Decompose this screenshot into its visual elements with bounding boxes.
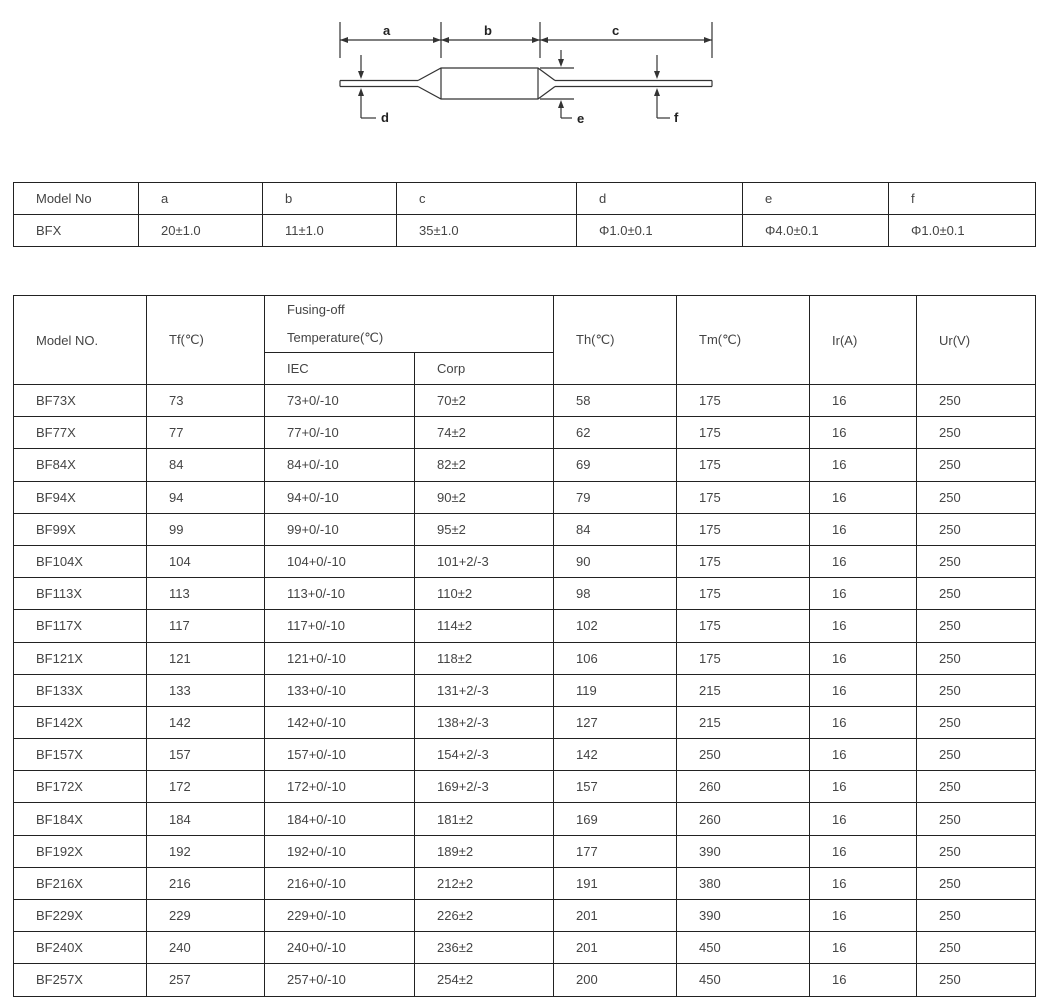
table-cell: Φ1.0±0.1 [577,215,743,247]
th-cell: 84 [554,513,677,545]
tf-cell: 133 [147,674,265,706]
iec-cell: 73+0/-10 [265,385,415,417]
table-row [14,771,1036,803]
model-cell: BF133X [14,674,147,706]
table-row [14,610,1036,642]
spec-header-row [14,296,1036,353]
corp-cell: 101+2/-3 [415,545,554,577]
model-cell: BF94X [14,481,147,513]
table-row [14,674,1036,706]
tf-cell: 94 [147,481,265,513]
header-cell: e [743,183,889,215]
table-row [14,867,1036,899]
table-cell: Φ1.0±0.1 [889,215,1036,247]
tm-cell: 175 [677,417,810,449]
tm-cell: 380 [677,867,810,899]
tf-cell: 216 [147,867,265,899]
corp-cell: 181±2 [415,803,554,835]
model-cell: BF73X [14,385,147,417]
header-model: Model NO. [14,296,147,385]
iec-cell: 184+0/-10 [265,803,415,835]
header-fusing-line1: Fusing-off [287,302,345,317]
table-row [14,578,1036,610]
iec-cell: 117+0/-10 [265,610,415,642]
header-fusing-off [265,296,554,353]
header-cell: c [397,183,577,215]
ur-cell: 250 [917,610,1036,642]
ur-cell: 250 [917,513,1036,545]
tf-cell: 157 [147,739,265,771]
model-cell: BF84X [14,449,147,481]
th-cell: 177 [554,835,677,867]
th-cell: 119 [554,674,677,706]
table-row [14,642,1036,674]
ur-cell: 250 [917,739,1036,771]
ur-cell: 250 [917,545,1036,577]
model-cell: BF142X [14,706,147,738]
ur-cell: 250 [917,706,1036,738]
ir-cell: 16 [810,803,917,835]
ur-cell: 250 [917,932,1036,964]
dim-label-c: c [612,23,620,38]
ir-cell: 16 [810,900,917,932]
tm-cell: 175 [677,642,810,674]
dim-label-a: a [383,23,391,38]
iec-cell: 113+0/-10 [265,578,415,610]
model-cell: BF216X [14,867,147,899]
dim-label-d: d [381,110,389,125]
model-cell: BF240X [14,932,147,964]
th-cell: 191 [554,867,677,899]
table-row [14,545,1036,577]
header-cell: f [889,183,1036,215]
ur-cell: 250 [917,417,1036,449]
iec-cell: 192+0/-10 [265,835,415,867]
ur-cell: 250 [917,835,1036,867]
dimensions-header-row [14,183,1036,215]
table-row [14,932,1036,964]
iec-cell: 216+0/-10 [265,867,415,899]
table-cell: 11±1.0 [263,215,397,247]
corp-cell: 70±2 [415,385,554,417]
tf-cell: 229 [147,900,265,932]
model-cell: BF157X [14,739,147,771]
tm-cell: 390 [677,900,810,932]
tm-cell: 260 [677,771,810,803]
th-cell: 98 [554,578,677,610]
model-cell: BF172X [14,771,147,803]
corp-cell: 90±2 [415,481,554,513]
model-cell: BF257X [14,964,147,996]
tf-cell: 73 [147,385,265,417]
th-cell: 201 [554,932,677,964]
corp-cell: 236±2 [415,932,554,964]
tf-cell: 240 [147,932,265,964]
fuse-dimension-diagram [0,0,1047,140]
table-cell: 35±1.0 [397,215,577,247]
tf-cell: 99 [147,513,265,545]
model-cell: BF117X [14,610,147,642]
iec-cell: 157+0/-10 [265,739,415,771]
iec-cell: 142+0/-10 [265,706,415,738]
iec-cell: 172+0/-10 [265,771,415,803]
iec-cell: 229+0/-10 [265,900,415,932]
iec-cell: 240+0/-10 [265,932,415,964]
corp-cell: 254±2 [415,964,554,996]
ur-cell: 250 [917,674,1036,706]
corp-cell: 169+2/-3 [415,771,554,803]
ir-cell: 16 [810,706,917,738]
header-ir: Ir(A) [810,296,917,385]
model-cell: BF229X [14,900,147,932]
tm-cell: 390 [677,835,810,867]
tf-cell: 104 [147,545,265,577]
th-cell: 142 [554,739,677,771]
dim-label-b: b [484,23,492,38]
model-cell: BF77X [14,417,147,449]
tf-cell: 117 [147,610,265,642]
tf-cell: 172 [147,771,265,803]
tm-cell: 450 [677,932,810,964]
model-cell: BF113X [14,578,147,610]
tm-cell: 215 [677,674,810,706]
iec-cell: 84+0/-10 [265,449,415,481]
ir-cell: 16 [810,932,917,964]
iec-cell: 133+0/-10 [265,674,415,706]
tm-cell: 250 [677,739,810,771]
th-cell: 200 [554,964,677,996]
table-row [14,706,1036,738]
model-cell: BF184X [14,803,147,835]
ur-cell: 250 [917,578,1036,610]
corp-cell: 82±2 [415,449,554,481]
ir-cell: 16 [810,481,917,513]
tm-cell: 175 [677,449,810,481]
corp-cell: 95±2 [415,513,554,545]
model-cell: BF121X [14,642,147,674]
tf-cell: 77 [147,417,265,449]
th-cell: 157 [554,771,677,803]
table-row [14,900,1036,932]
header-cell: b [263,183,397,215]
tf-cell: 142 [147,706,265,738]
th-cell: 58 [554,385,677,417]
tm-cell: 175 [677,385,810,417]
th-cell: 102 [554,610,677,642]
tm-cell: 175 [677,578,810,610]
table-row [14,385,1036,417]
ir-cell: 16 [810,674,917,706]
tm-cell: 260 [677,803,810,835]
table-cell: 20±1.0 [139,215,263,247]
th-cell: 69 [554,449,677,481]
ir-cell: 16 [810,739,917,771]
dimensions-table [13,182,1036,247]
header-fusing-line2: Temperature(℃) [287,330,384,345]
corp-cell: 110±2 [415,578,554,610]
corp-cell: 212±2 [415,867,554,899]
corp-cell: 114±2 [415,610,554,642]
header-cell: d [577,183,743,215]
iec-cell: 94+0/-10 [265,481,415,513]
ir-cell: 16 [810,867,917,899]
ir-cell: 16 [810,610,917,642]
ir-cell: 16 [810,578,917,610]
ur-cell: 250 [917,385,1036,417]
ir-cell: 16 [810,771,917,803]
tf-cell: 121 [147,642,265,674]
dimensions-data-row [14,215,1036,247]
tm-cell: 175 [677,481,810,513]
tm-cell: 175 [677,513,810,545]
header-cell: a [139,183,263,215]
th-cell: 106 [554,642,677,674]
table-row [14,964,1036,996]
dim-label-e: e [577,111,585,126]
ir-cell: 16 [810,385,917,417]
table-cell: Φ4.0±0.1 [743,215,889,247]
ur-cell: 250 [917,803,1036,835]
header-cell: Model No [14,183,139,215]
iec-cell: 104+0/-10 [265,545,415,577]
header-tf: Tf(℃) [147,296,265,385]
model-cell: BF104X [14,545,147,577]
ur-cell: 250 [917,642,1036,674]
corp-cell: 74±2 [415,417,554,449]
ir-cell: 16 [810,964,917,996]
tf-cell: 184 [147,803,265,835]
header-th: Th(℃) [554,296,677,385]
th-cell: 90 [554,545,677,577]
th-cell: 62 [554,417,677,449]
th-cell: 201 [554,900,677,932]
tf-cell: 113 [147,578,265,610]
th-cell: 169 [554,803,677,835]
table-row [14,803,1036,835]
table-row [14,835,1036,867]
ur-cell: 250 [917,900,1036,932]
tm-cell: 175 [677,610,810,642]
tf-cell: 192 [147,835,265,867]
corp-cell: 131+2/-3 [415,674,554,706]
corp-cell: 189±2 [415,835,554,867]
corp-cell: 138+2/-3 [415,706,554,738]
table-row [14,417,1036,449]
corp-cell: 226±2 [415,900,554,932]
ur-cell: 250 [917,449,1036,481]
table-row [14,449,1036,481]
th-cell: 79 [554,481,677,513]
table-row [14,739,1036,771]
iec-cell: 121+0/-10 [265,642,415,674]
model-cell: BF192X [14,835,147,867]
tm-cell: 215 [677,706,810,738]
ir-cell: 16 [810,642,917,674]
ur-cell: 250 [917,964,1036,996]
ir-cell: 16 [810,545,917,577]
header-ur: Ur(V) [917,296,1036,385]
specifications-table [13,295,1036,997]
tm-cell: 450 [677,964,810,996]
ir-cell: 16 [810,417,917,449]
tf-cell: 84 [147,449,265,481]
iec-cell: 257+0/-10 [265,964,415,996]
table-cell: BFX [14,215,139,247]
ir-cell: 16 [810,449,917,481]
th-cell: 127 [554,706,677,738]
header-iec: IEC [265,353,415,385]
dim-label-f: f [674,110,679,125]
header-corp: Corp [415,353,554,385]
table-row [14,513,1036,545]
ur-cell: 250 [917,867,1036,899]
tf-cell: 257 [147,964,265,996]
ur-cell: 250 [917,481,1036,513]
ur-cell: 250 [917,771,1036,803]
header-tm: Tm(℃) [677,296,810,385]
corp-cell: 118±2 [415,642,554,674]
iec-cell: 77+0/-10 [265,417,415,449]
ir-cell: 16 [810,513,917,545]
model-cell: BF99X [14,513,147,545]
table-row [14,481,1036,513]
tm-cell: 175 [677,545,810,577]
ir-cell: 16 [810,835,917,867]
corp-cell: 154+2/-3 [415,739,554,771]
iec-cell: 99+0/-10 [265,513,415,545]
